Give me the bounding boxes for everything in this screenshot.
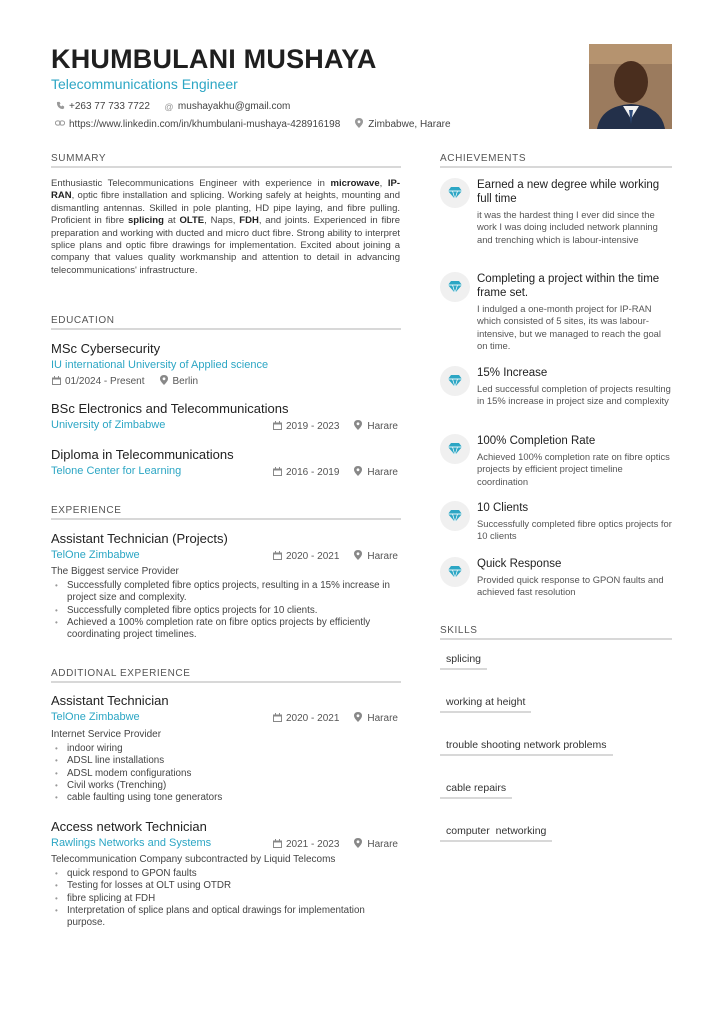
diamond-icon bbox=[440, 178, 470, 208]
list-item: • fibre splicing at FDH bbox=[51, 893, 400, 905]
contact-row-1 bbox=[55, 101, 290, 112]
skills-heading: SKILLS bbox=[440, 625, 478, 636]
additional-bullets bbox=[51, 743, 400, 804]
diamond-icon bbox=[440, 557, 470, 587]
location-pin-icon bbox=[353, 420, 363, 432]
profile-photo bbox=[589, 44, 672, 129]
calendar-icon bbox=[51, 376, 61, 387]
phone-icon bbox=[55, 101, 65, 112]
list-item: • cable faulting using tone generators bbox=[51, 792, 400, 804]
email-link[interactable]: mushayakhu@gmail.com bbox=[177, 101, 291, 112]
additional-description: Telecommunication Company subcontracted by Liquid Telecoms bbox=[51, 854, 336, 865]
calendar-icon bbox=[272, 713, 282, 724]
achievement-description: it was the hardest thing I ever did since the work I was doing included network planning and trenching which is labour-intensive bbox=[477, 209, 658, 245]
calendar-icon bbox=[272, 839, 282, 850]
list-item: • Successfully completed fibre optics projects for 10 clients. bbox=[51, 605, 400, 617]
education-location: Harare bbox=[367, 420, 398, 432]
experience-divider bbox=[51, 518, 401, 520]
education-degree: BSc Electronics and Telecommunications bbox=[51, 401, 289, 416]
list-item: • Achieved a 100% completion rate on fibre optics projects by efficiently coordinating project timelines. bbox=[51, 617, 400, 642]
link-icon bbox=[55, 119, 65, 129]
skill-tag: trouble shooting network problems bbox=[440, 739, 613, 756]
achievement-item bbox=[440, 366, 672, 426]
achievement-item bbox=[440, 557, 672, 605]
skills-divider bbox=[440, 638, 672, 640]
additional-company: TelOne Zimbabwe bbox=[51, 711, 140, 723]
experience-company: TelOne Zimbabwe bbox=[51, 549, 140, 561]
education-dates: 2019 - 2023 bbox=[286, 420, 340, 432]
achievement-title: Quick Response bbox=[477, 558, 562, 570]
additional-location: Harare bbox=[367, 712, 398, 724]
achievement-description: Led successful completion of projects resulting in 15% increase in project size and complexity bbox=[477, 383, 671, 407]
achievement-description: Provided quick response to GPON faults and achieved fast resolution bbox=[477, 574, 664, 598]
additional-description: Internet Service Provider bbox=[51, 729, 162, 740]
linkedin-link[interactable]: https://www.linkedin.com/in/khumbulani-mushaya-428916198 bbox=[69, 118, 341, 130]
summary-heading: SUMMARY bbox=[51, 153, 107, 164]
diamond-icon bbox=[440, 501, 470, 531]
contact-row-2 bbox=[55, 118, 451, 130]
achievement-description: Successfully completed fibre optics projects for 10 clients bbox=[477, 518, 672, 542]
education-divider bbox=[51, 328, 401, 330]
location-text: Zimbabwe, Harare bbox=[368, 118, 451, 130]
list-item: • Interpretation of splice plans and optical drawings for implementation purpose. bbox=[51, 905, 400, 930]
achievement-description: Achieved 100% completion rate on fibre optics projects by efficient project timeline coordination bbox=[477, 451, 670, 487]
achievement-title: 15% Increase bbox=[477, 367, 548, 379]
education-location: Berlin bbox=[172, 375, 199, 387]
calendar-icon bbox=[272, 421, 282, 432]
summary-divider bbox=[51, 166, 401, 168]
additional-dates: 2021 - 2023 bbox=[286, 838, 340, 850]
education-school: IU international University of Applied science bbox=[51, 359, 269, 371]
calendar-icon bbox=[272, 551, 282, 562]
experience-meta bbox=[272, 550, 398, 562]
experience-dates: 2020 - 2021 bbox=[286, 550, 340, 562]
additional-meta bbox=[272, 838, 398, 850]
achievement-item bbox=[440, 272, 672, 357]
experience-heading: EXPERIENCE bbox=[51, 505, 122, 516]
diamond-icon bbox=[440, 366, 470, 396]
additional-experience-heading: ADDITIONAL EXPERIENCE bbox=[51, 668, 191, 679]
education-dates: 01/2024 - Present bbox=[65, 375, 145, 387]
experience-bullets bbox=[51, 580, 400, 641]
achievement-title: Earned a new degree while working full time bbox=[477, 179, 660, 205]
location-pin-icon bbox=[353, 712, 363, 724]
phone-number: +263 77 733 7722 bbox=[69, 101, 150, 112]
additional-role: Access network Technician bbox=[51, 819, 207, 834]
experience-description: The Biggest service Provider bbox=[51, 566, 179, 577]
achievement-item bbox=[440, 434, 672, 494]
education-dates: 2016 - 2019 bbox=[286, 466, 340, 478]
achievement-title: 10 Clients bbox=[477, 502, 529, 514]
achievement-description: I indulged a one-month project for IP-RAN which consisted of 5 sites, its was labour-intensive, but we managed to reach the goal on time. bbox=[477, 303, 661, 351]
linkedin-item[interactable] bbox=[55, 119, 340, 130]
skill-tag: working at height bbox=[440, 696, 531, 713]
education-heading: EDUCATION bbox=[51, 315, 115, 326]
achievement-item bbox=[440, 178, 672, 263]
experience-role: Assistant Technician (Projects) bbox=[51, 531, 228, 546]
education-degree: MSc Cybersecurity bbox=[51, 341, 161, 356]
location-item bbox=[354, 118, 450, 130]
calendar-icon bbox=[272, 467, 282, 478]
achievements-heading: ACHIEVEMENTS bbox=[440, 153, 527, 164]
list-item: • quick respond to GPON faults bbox=[51, 868, 400, 880]
diamond-icon bbox=[440, 272, 470, 302]
additional-meta bbox=[272, 712, 398, 724]
additional-role: Assistant Technician bbox=[51, 693, 169, 708]
job-title: Telecommunications Engineer bbox=[51, 76, 238, 92]
education-school: University of Zimbabwe bbox=[51, 419, 166, 431]
additional-location: Harare bbox=[367, 838, 398, 850]
phone-item bbox=[55, 101, 150, 112]
location-pin-icon bbox=[354, 118, 364, 130]
experience-location: Harare bbox=[367, 550, 398, 562]
skill-tag: splicing bbox=[440, 653, 487, 670]
additional-experience-divider bbox=[51, 681, 401, 683]
achievement-title: 100% Completion Rate bbox=[477, 435, 596, 447]
education-meta bbox=[51, 375, 198, 387]
education-school: Telone Center for Learning bbox=[51, 465, 182, 477]
list-item: • Testing for losses at OLT using OTDR bbox=[51, 880, 400, 892]
list-item: • ADSL modem configurations bbox=[51, 768, 400, 780]
at-icon: @ bbox=[164, 101, 174, 112]
candidate-name: KHUMBULANI MUSHAYA bbox=[51, 44, 377, 74]
location-pin-icon bbox=[159, 375, 169, 387]
list-item: • Successfully completed fibre optics projects, resulting in a 15% increase in project size and complexity. bbox=[51, 580, 400, 605]
list-item: • indoor wiring bbox=[51, 743, 400, 755]
location-pin-icon bbox=[353, 466, 363, 478]
achievement-item bbox=[440, 501, 672, 549]
additional-bullets bbox=[51, 868, 400, 929]
skill-tag: cable repairs bbox=[440, 782, 512, 799]
education-meta bbox=[272, 466, 398, 478]
additional-company: Rawlings Networks and Systems bbox=[51, 837, 212, 849]
email-item[interactable] bbox=[164, 101, 290, 112]
list-item: • Civil works (Trenching) bbox=[51, 780, 400, 792]
achievement-title: Completing a project within the time frame set. bbox=[477, 273, 660, 299]
additional-dates: 2020 - 2021 bbox=[286, 712, 340, 724]
location-pin-icon bbox=[353, 838, 363, 850]
education-location: Harare bbox=[367, 466, 398, 478]
skill-tag: computer networking bbox=[440, 825, 552, 842]
diamond-icon bbox=[440, 434, 470, 464]
education-degree: Diploma in Telecommunications bbox=[51, 447, 234, 462]
list-item: • ADSL line installations bbox=[51, 755, 400, 767]
summary-text: Enthusiastic Telecommunications Engineer with experience in microwave, IP-RAN, optic fibre installation and splicing. Working safely at heights, mounting and dismantling antennas. Skilled in pole planting, HD pipe laying, and fibre pulling. Proficient in fibre splicing at OLTE, Naps, FDH, and joints. Experienced in fibre preparation and working with ducted and micro duct fibre. Strong ability to interpret splice plans and optic fibre drawings for implementation. Excited about joining a company that values quality workmanship and attention to detail in advancing telecommunications' infrastructure. bbox=[51, 178, 401, 276]
education-meta bbox=[272, 420, 398, 432]
achievements-divider bbox=[440, 166, 672, 168]
location-pin-icon bbox=[353, 550, 363, 562]
